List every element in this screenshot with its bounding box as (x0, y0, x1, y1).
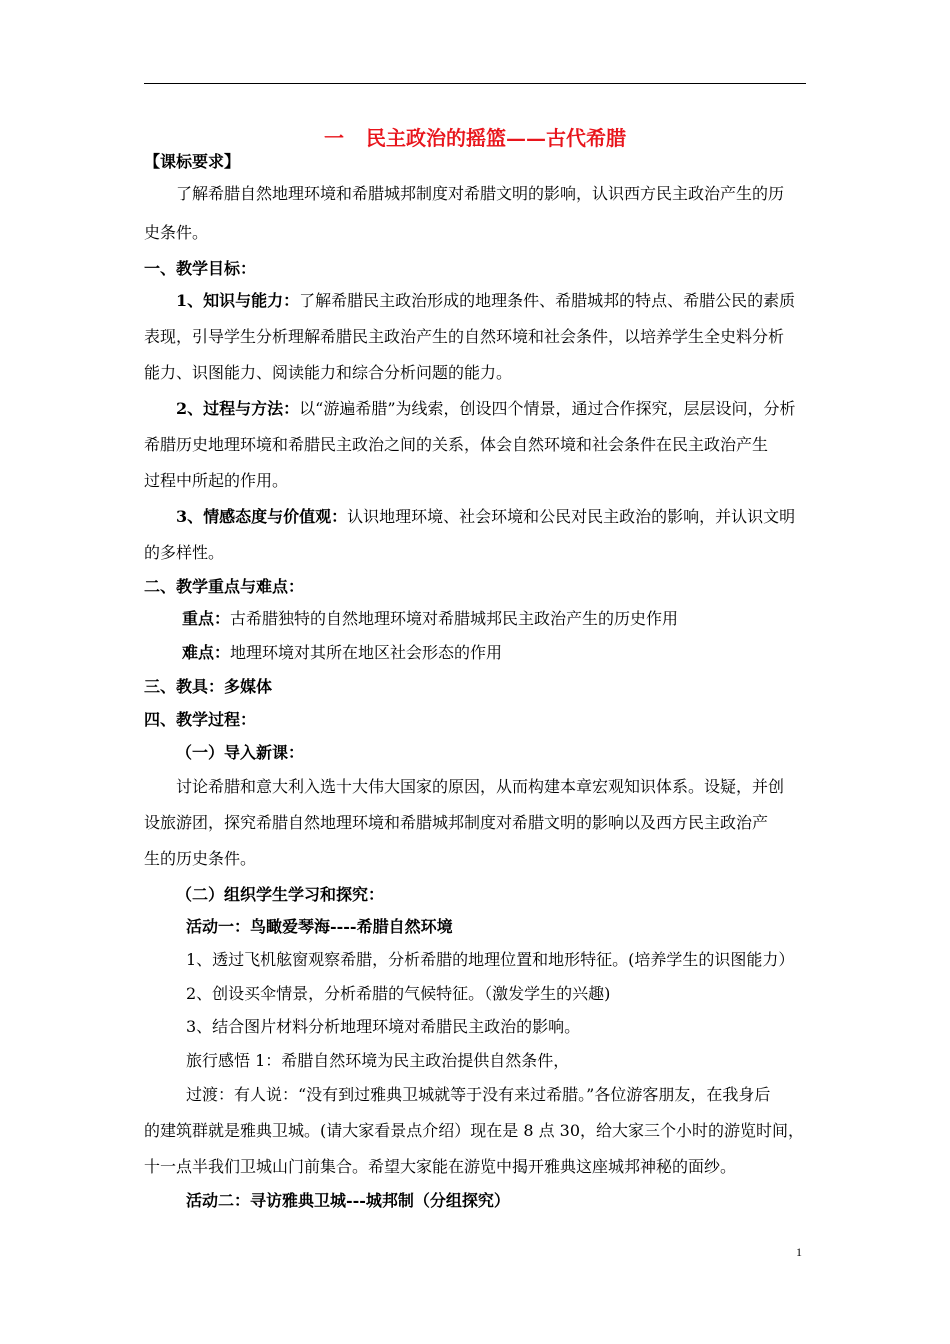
goal-process-line-1: 2、过程与方法：以“游遍希腊”为线索，创设四个情景，通过合作探究，层层设问，分析 (176, 399, 796, 418)
curriculum-line-2: 史条件。 (144, 223, 209, 242)
goal-emotion-line-2: 的多样性。 (144, 543, 225, 562)
activity-1-item-3: 3、结合图片材料分析地理环境对希腊民主政治的影响。 (186, 1017, 581, 1036)
goal-process-line-2: 希腊历史地理环境和希腊民主政治之间的关系，体会自然环境和社会条件在民主政治产生 (144, 435, 769, 454)
intro-line-3: 生的历史条件。 (144, 849, 257, 868)
goal-knowledge-line-1: 1、知识与能力：了解希腊民主政治形成的地理条件、希腊城邦的特点、希腊公民的素质 (176, 291, 796, 310)
goal-process-label: 2、过程与方法： (176, 399, 300, 418)
curriculum-line-1: 了解希腊自然地理环境和希腊城邦制度对希腊文明的影响，认识西方民主政治产生的历 (176, 184, 785, 203)
title-number: 一 (324, 126, 344, 150)
organize-heading: （二）组织学生学习和探究： (176, 885, 385, 904)
activity-1-heading: 活动一：鸟瞰爱琴海----希腊自然环境 (186, 917, 453, 936)
curriculum-heading: 【课标要求】 (144, 152, 241, 171)
transition-line-1: 过渡：有人说：“没有到过雅典卫城就等于没有来过希腊。”各位游客朋友，在我身后 (186, 1085, 771, 1104)
insight-1: 旅行感悟 1：希腊自然环境为民主政治提供自然条件， (186, 1051, 570, 1070)
tools-heading: 三、教具：多媒体 (144, 677, 273, 696)
page-number: 1 (796, 1245, 802, 1259)
keypoints-heading: 二、教学重点与难点： (144, 577, 305, 596)
intro-line-2: 设旅游团，探究希腊自然地理环境和希腊城邦制度对希腊文明的影响以及西方民主政治产 (144, 813, 769, 832)
header-rule (144, 83, 806, 84)
title-text: 民主政治的摇篮——古代希腊 (366, 126, 626, 150)
activity-1-item-2: 2、创设买伞情景，分析希腊的气候特征。（激发学生的兴趣) (186, 984, 611, 1003)
activity-2-heading: 活动二：寻访雅典卫城---城邦制（分组探究） (186, 1191, 510, 1210)
goal-emotion-label: 3、情感态度与价值观： (176, 507, 348, 526)
process-heading: 四、教学过程： (144, 710, 257, 729)
keypoint-hard: 难点：地理环境对其所在地区社会形态的作用 (182, 643, 503, 662)
goal-knowledge-line-3: 能力、识图能力、阅读能力和综合分析问题的能力。 (144, 363, 513, 382)
goal-emotion-line-1: 3、情感态度与价值观：认识地理环境、社会环境和公民对民主政治的影响，并认识文明 (176, 507, 796, 526)
intro-heading: （一）导入新课： (176, 743, 305, 762)
page-title (144, 126, 806, 150)
goal-knowledge-line-2: 表现，引导学生分析理解希腊民主政治产生的自然环境和社会条件，以培养学生全史料分析 (144, 327, 785, 346)
intro-line-1: 讨论希腊和意大利入选十大伟大国家的原因，从而构建本章宏观知识体系。设疑，并创 (176, 777, 785, 796)
goals-heading: 一、教学目标： (144, 259, 257, 278)
activity-1-item-1: 1、透过飞机舷窗观察希腊，分析希腊的地理位置和地形特征。(培养学生的识图能力） (186, 950, 795, 969)
goal-knowledge-label: 1、知识与能力： (176, 291, 300, 310)
keypoint-key: 重点：古希腊独特的自然地理环境对希腊城邦民主政治产生的历史作用 (182, 609, 679, 628)
transition-line-3: 十一点半我们卫城山门前集合。希望大家能在游览中揭开雅典这座城邦神秘的面纱。 (144, 1157, 737, 1176)
transition-line-2: 的建筑群就是雅典卫城。(请大家看景点介绍）现在是 8 点 30，给大家三个小时的游览时间， (144, 1121, 805, 1140)
goal-process-line-3: 过程中所起的作用。 (144, 471, 289, 490)
